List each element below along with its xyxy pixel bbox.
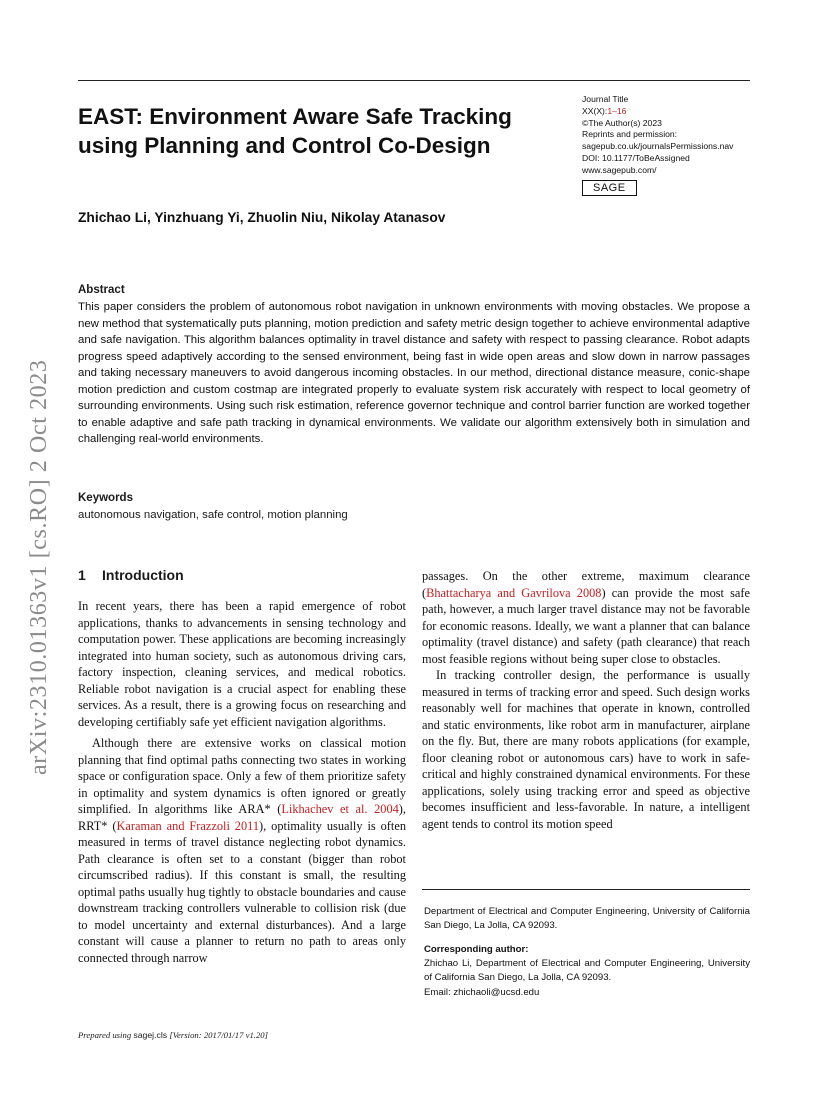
- section-number: 1: [78, 567, 86, 583]
- doi[interactable]: DOI: 10.1177/ToBeAssigned: [582, 152, 690, 163]
- reprints-url[interactable]: sagepub.co.uk/journalsPermissions.nav: [582, 141, 734, 152]
- website[interactable]: www.sagepub.com/: [582, 164, 657, 175]
- corresponding-author-footnote: [424, 943, 750, 1000]
- journal-volume: XX(X):1–16: [582, 105, 627, 116]
- journal-title: Journal Title: [582, 94, 629, 104]
- page-footer: Prepared using sagej.cls [Version: 2017/01/17 v1.20]: [78, 1030, 269, 1040]
- header-rule: [78, 80, 750, 81]
- paper-title: EAST: Environment Aware Safe Tracking using Planning and Control Co-Design: [78, 104, 512, 158]
- affiliation-footnote: Department of Electrical and Computer Engineering, University of California San Diego, La Jolla, CA 92093.: [424, 906, 750, 932]
- citation-link[interactable]: Karaman and Frazzoli 2011: [116, 818, 260, 833]
- corresponding-label: Corresponding author:: [424, 944, 529, 955]
- email[interactable]: Email: zhichaoli@ucsd.edu: [424, 986, 540, 998]
- journal-info: [582, 94, 762, 196]
- section-title: Introduction: [102, 567, 184, 583]
- reprints: Reprints and permission:: [582, 129, 678, 140]
- class-file: sagej.cls: [133, 1030, 168, 1040]
- keywords-text: autonomous navigation, safe control, motion planning: [78, 509, 348, 521]
- keywords-heading: Keywords: [78, 492, 133, 504]
- right-column: [422, 568, 750, 832]
- paragraph: Although there are extensive works on classical motion planning that find optimal paths connecting two states in working space or configuration space. Only a few of them prioritize safety in optimality and system dynamics is often ignored or greatly simplified. In algorithms like ARA* (Likhachev et al. 2004), RRT* (Karaman and Frazzoli 2011), optimality usually is often measured in terms of travel distance neglecting robot dynamics. Path clearance is often set to a constant (bigger than robot circumscribed radius). If this constant is small, the resulting optimal paths usually hug tightly to obstacle boundaries and cause downstream tracking controllers vulnerable to collision risk (due to model uncertainty and external disturbances). And a large constant will cause a planner to return no path to areas only connected through narrow: [78, 736, 406, 965]
- corresponding-text: Zhichao Li, Department of Electrical and Computer Engineering, University of California San Diego, La Jolla, CA 92093.: [424, 958, 750, 984]
- paragraph: In tracking controller design, the performance is usually measured in terms of tracking error and speed. Such design works reasonably well for machines that operate in known, controlled and static environments, like robot arm in manufacturer, airplane on the fly. But, there are many robots applications (for example, floor cleaning robot or autonomous cars) have to work in safe-critical and highly constrained dynamical environments. For these applications, solely using tracking error and speed as objective becomes insufficient and less-favorable. In nature, a intelligent agent tends to control its motion speed: [422, 668, 750, 831]
- paragraph: passages. On the other extreme, maximum clearance (Bhattacharya and Gavrilova 2008) can provide the most safe path, however, a much larger travel distance may not be favorable for economic reasons. Ideally, we want a planner that can balance optimality (travel distance) and safety (path clearance) that reach most feasible regions without being super close to obstacles.: [422, 569, 750, 666]
- sage-logo: SAGE: [582, 180, 637, 196]
- abstract-heading: Abstract: [78, 284, 125, 296]
- copyright: ©The Author(s) 2023: [582, 117, 662, 128]
- section-heading-introduction: [78, 567, 184, 584]
- citation-link[interactable]: Bhattacharya and Gavrilova 2008: [426, 585, 602, 600]
- paragraph: In recent years, there has been a rapid emergence of robot applications, thanks to advancements in sensing technology and computation power. These applications are becoming increasingly integrated into human society, such as autonomous driving cars, factory inspection, cleaning services, and medical robotics. Reliable robot navigation is a crucial aspect for enabling these services. As a result, there is a growing focus on researching and developing certifiably safe yet efficient navigation algorithms.: [78, 599, 406, 729]
- author-list: Zhichao Li, Yinzhuang Yi, Zhuolin Niu, Nikolay Atanasov: [78, 210, 446, 225]
- footnote-rule: [422, 889, 750, 890]
- citation-link[interactable]: Likhachev et al. 2004: [281, 802, 399, 816]
- pages-link[interactable]: 1–16: [607, 105, 627, 116]
- abstract-text: This paper considers the problem of autonomous robot navigation in unknown environments with moving obstacles. We propose a new method that systematically puts planning, motion prediction and safety metric design together to achieve environmental adaptive and safe navigation. This algorithm balances optimality in travel distance and safety with respect to passing clearance. Robot adapts progress speed adaptively according to the sensed environment, being fast in wide open areas and slow down in narrow passages and taking necessary maneuvers to avoid dangerous incoming obstacles. In our method, directional distance measure, conic-shape motion prediction and custom costmap are integrated properly to evaluate system risk accurately with respect to local geometry of surrounding environments. Using such risk estimation, reference governor technique and control barrier function are worked together to enable adaptive and safe path tracking in dynamical environments. We validate our algorithm extensively both in simulation and challenging real-world environments.: [78, 301, 750, 445]
- arxiv-stamp[interactable]: arXiv:2310.01363v1 [cs.RO] 2 Oct 2023: [26, 359, 52, 775]
- left-column: [78, 598, 406, 966]
